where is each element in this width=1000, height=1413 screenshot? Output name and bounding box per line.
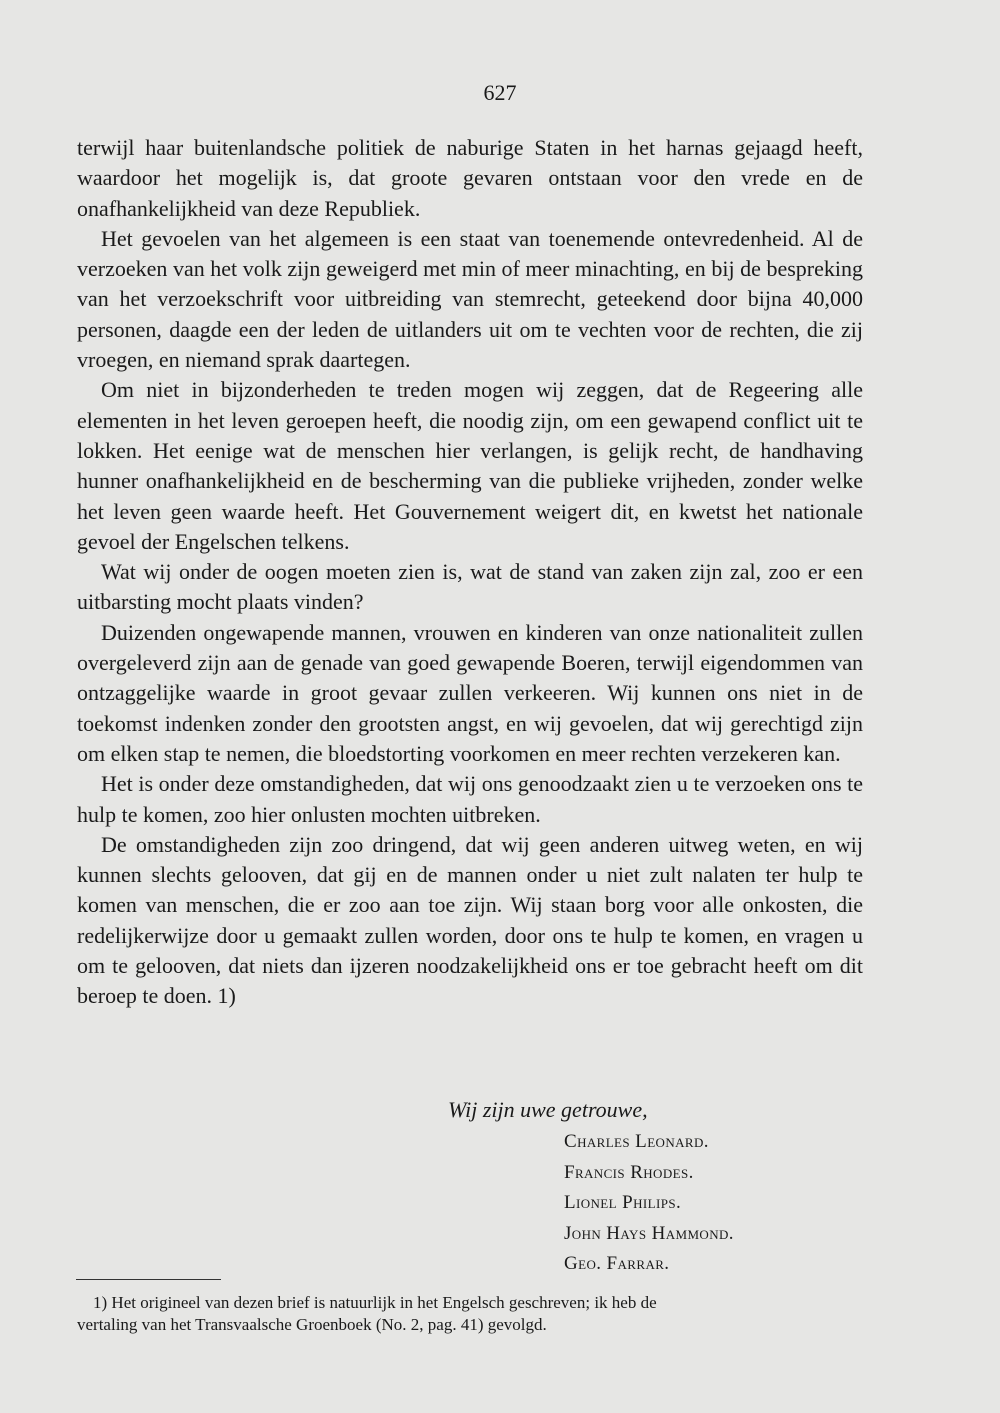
signature-name: John Hays Hammond. [564,1222,734,1244]
paragraph: De omstandigheden zijn zoo dringend, dat wij geen anderen uitweg weten, en wij kunnen slechts gelooven, dat gij en de mannen onder u niet zult nalaten ter hulp te komen van menschen, die er zoo aan toe zijn. Wij staan borg voor alle onkosten, die redelijkerwijze door u gemaakt zullen worden, door ons te hulp te komen, en vragen u om te gelooven, dat niets dan ijzeren noodzakelijkheid ons er toe gebracht heeft om dit beroep te doen. 1) [77,831,863,1009]
signature-name: Francis Rhodes. [564,1161,694,1183]
signature-name: Geo. Farrar. [564,1253,670,1274]
signature-name: Charles Leonard. [564,1131,709,1152]
letter-body [77,133,863,1012]
footnote-line: vertaling van het Transvaalsche Groenboek (No. 2, pag. 41) gevolgd. [77,1315,547,1334]
paragraph: Het is onder deze omstandigheden, dat wij ons genoodzaakt zien u te verzoeken ons te hulp te komen, zoo hier onlusten mochten uitbreken. [77,771,863,827]
paragraph: Het gevoelen van het algemeen is een staat van toenemende ontevredenheid. Al de verzoeken van het volk zijn geweigerd met min of meer minachting, en bij de bespreking van het verzoekschrift voor uitbreiding van stemrecht, geteekend door bijna 40,000 personen, daagde een der leden de uitlanders uit om te vechten voor de rechten, die zij vroegen, en niemand sprak daartegen. [77,225,863,373]
signature-list [564,1127,734,1280]
footnote [77,1292,863,1336]
page-number: 627 [483,80,517,105]
paragraph: terwijl haar buitenlandsche politiek de naburige Staten in het harnas gejaagd heeft, waardoor het mogelijk is, dat groote gevaren ontstaan voor den vrede en de onafhankelijkheid van deze Republiek. [77,135,863,221]
signature-name: Lionel Philips. [564,1192,682,1213]
paragraph: Wat wij onder de oogen moeten zien is, wat de stand van zaken zijn zal, zoo er een uitbarsting mocht plaats vinden? [77,559,863,615]
paragraph: Om niet in bijzonderheden te treden mogen wij zeggen, dat de Regeering alle elementen in het leven geroepen heeft, die noodig zijn, om een gewapend conflict uit te lokken. Het eenige wat de menschen hier verlangen, is gelijk recht, de handhaving hunner onafhankelijkheid en de bescherming van die publieke vrijheden, zonder welke het leven geen waarde heeft. Het Gouvernement weigert dit, en kwetst het nationale gevoel der Engelschen telkens. [77,377,863,554]
footnote-line: 1) Het origineel van dezen brief is natuurlijk in het Engelsch geschreven; ik heb de [93,1293,657,1312]
paragraph: Duizenden ongewapende mannen, vrouwen en kinderen van onze nationaliteit zullen overgeleverd zijn aan de genade van goed gewapende Boeren, terwijl eigendommen van ontzaggelijke waarde in groot gevaar zullen verkeeren. Wij kunnen ons niet in de toekomst indenken zonder den grootsten angst, en wij gevoelen, dat wij gerechtigd zijn om elken stap te nemen, die bloedstorting voorkomen en meer rechten verzekeren kan. [77,619,863,766]
closing-salutation: Wij zijn uwe getrouwe, [448,1097,648,1122]
footnote-divider [76,1279,221,1280]
